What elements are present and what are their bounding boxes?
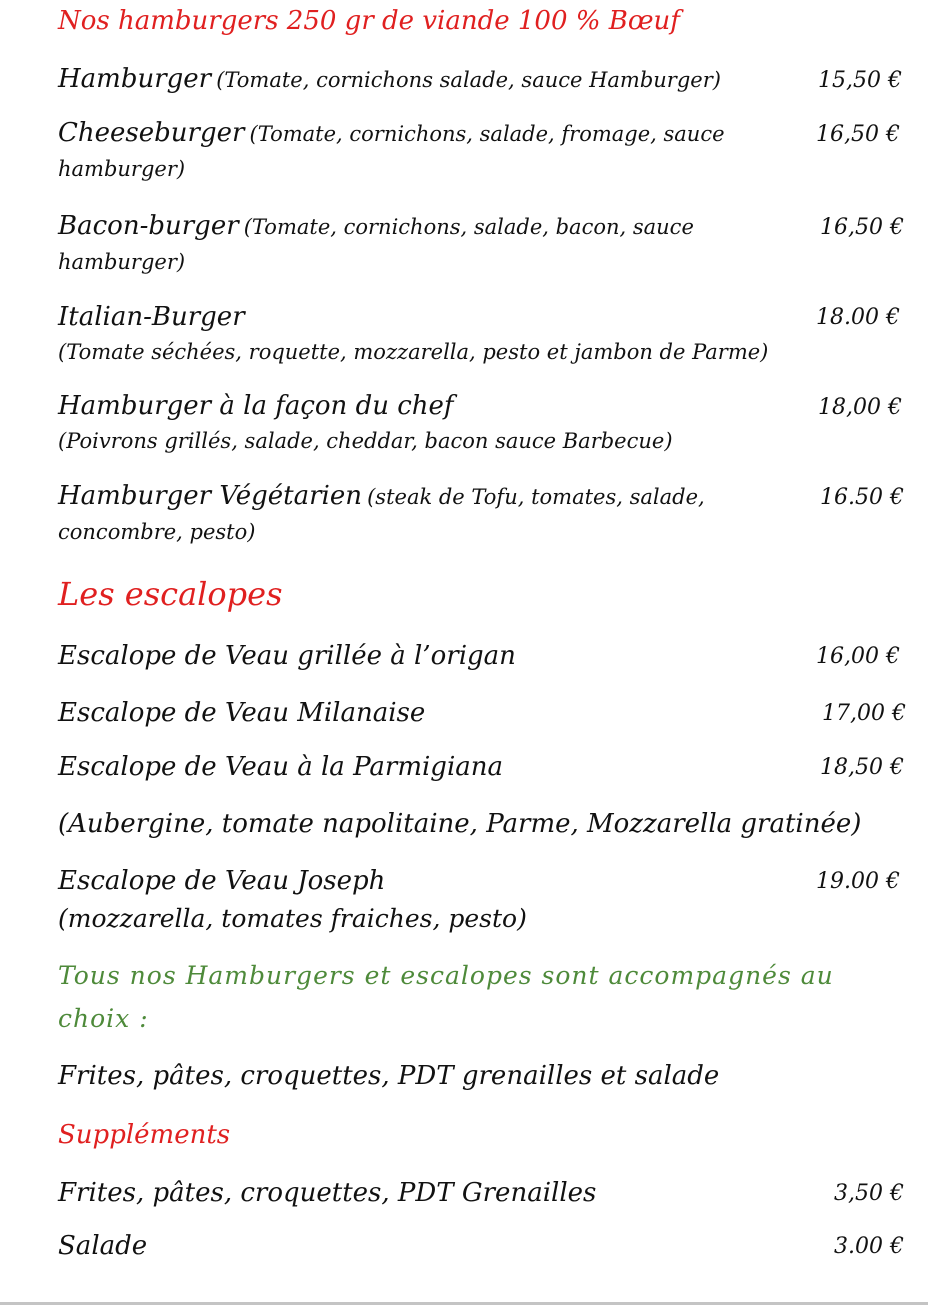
item-price: 15,50 € [818, 68, 902, 93]
accompaniments-note: choix : [58, 1004, 149, 1033]
item-name: Bacon-burger [58, 211, 239, 241]
item-price: 16.50 € [820, 485, 904, 510]
item-description: (Tomate, cornichons salade, sauce Hamburger) [216, 68, 721, 92]
item-price: 16,50 € [820, 215, 904, 240]
accompaniments-options: Frites, pâtes, croquettes, PDT grenailles et salade [58, 1061, 720, 1091]
item-price: 18,00 € [818, 395, 902, 420]
item-description: (mozzarella, tomates fraiches, pesto) [58, 904, 527, 933]
item-description: (Tomate séchées, roquette, mozzarella, pesto et jambon de Parme) [58, 340, 769, 364]
item-description: (Poivrons grillés, salade, cheddar, bacon sauce Barbecue) [58, 429, 673, 453]
menu-item-name [58, 213, 694, 239]
menu-item-name [58, 120, 725, 146]
item-price: 18.00 € [816, 305, 900, 330]
item-name: Escalope de Veau Milanaise [58, 698, 426, 728]
item-description: hamburger) [58, 157, 186, 181]
item-name: Cheeseburger [58, 118, 245, 148]
item-description: concombre, pesto) [58, 520, 256, 544]
item-name: Escalope de Veau grillée à l’origan [58, 641, 516, 671]
menu-item-name [58, 483, 705, 509]
item-price: 3.00 € [834, 1234, 904, 1259]
item-description: hamburger) [58, 250, 186, 274]
item-name: Hamburger à la façon du chef [58, 391, 454, 421]
item-name: Escalope de Veau Joseph [58, 866, 386, 896]
item-price: 16,50 € [816, 122, 900, 147]
item-name: Frites, pâtes, croquettes, PDT Grenailles [58, 1178, 597, 1208]
item-price: 3,50 € [834, 1181, 904, 1206]
item-description: (Tomate, cornichons, salade, bacon, sauce [243, 215, 694, 239]
item-name: Hamburger Végétarien [58, 481, 363, 511]
item-price: 17,00 € [822, 701, 906, 726]
item-name: Salade [58, 1231, 148, 1261]
supplements-section-title: Suppléments [58, 1120, 231, 1150]
burgers-section-title: Nos hamburgers 250 gr de viande 100 % Bœuf [58, 6, 680, 36]
escalopes-section-title: Les escalopes [58, 575, 283, 613]
menu-item-name [58, 66, 721, 92]
item-description: (steak de Tofu, tomates, salade, [367, 485, 705, 509]
item-name: Hamburger [58, 64, 212, 94]
item-name: Italian-Burger [58, 302, 245, 332]
item-name: Escalope de Veau à la Parmigiana [58, 752, 504, 782]
item-price: 16,00 € [816, 644, 900, 669]
item-price: 19.00 € [816, 869, 900, 894]
item-price: 18,50 € [820, 755, 904, 780]
item-description: (Aubergine, tomate napolitaine, Parme, Mozzarella gratinée) [58, 809, 862, 839]
item-description: (Tomate, cornichons, salade, fromage, sauce [249, 122, 725, 146]
bottom-divider [0, 1302, 928, 1305]
accompaniments-note: Tous nos Hamburgers et escalopes sont accompagnés au [58, 961, 834, 990]
